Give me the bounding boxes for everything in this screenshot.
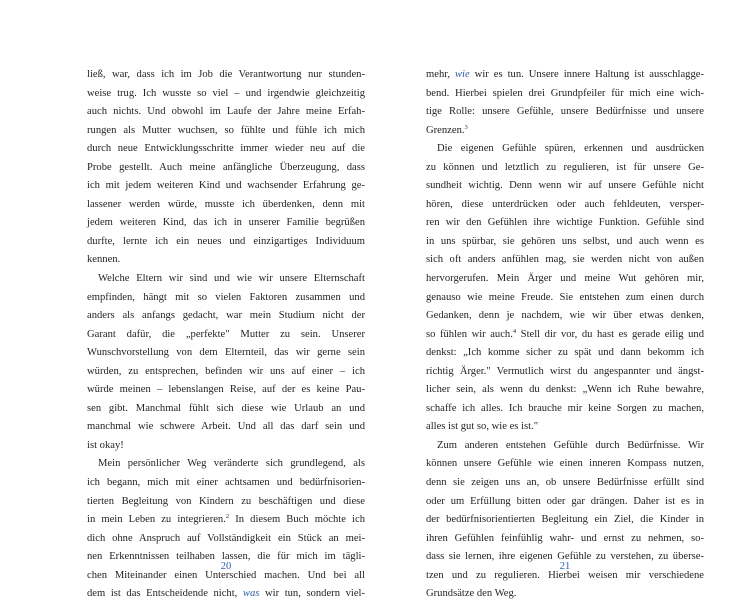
text-span: mehr, (426, 69, 455, 80)
text-line: Garant dafür, die „perfekte" Mutter zu sein. Unserer (87, 328, 365, 340)
text-span: in mein Leben zu integrieren. (87, 514, 226, 526)
emphasis-was: was (242, 588, 260, 600)
footnote-marker: 4 (512, 327, 517, 335)
footnote-marker: 2 (225, 513, 230, 521)
text-line: nen Erkenntnissen teilhaben lassen, die für mich im tägli- (87, 551, 365, 563)
text-line: dich ohne Anspruch auf Vollständigkeit ein Stück an mei- (87, 532, 365, 544)
text-line: dass sie lernen, ihre eigenen Gefühle zu verstehen, zu überse- (426, 551, 704, 563)
text-line: Mein persönlicher Weg veränderte sich grundlegend, als (98, 458, 365, 470)
footnote-marker: 3 (464, 123, 468, 131)
text-line: Probe gestellt. Auch meine anfängliche Überzeugung, dass (87, 161, 365, 173)
text-line: Welche Eltern wir sind und wie wir unsere Elternschaft (98, 273, 365, 285)
text-line: zu können und letztlich zu regulieren, ist für unsere Ge- (426, 161, 704, 173)
text-line: alles ist gut so, wie es ist." (426, 421, 539, 433)
text-line: ich mit jedem weiteren Kind und wachsender Erfahrung ge- (87, 180, 365, 192)
text-line: licher sein, als wenn du denkst: „Wenn ich Ruhe bewahre, (426, 384, 704, 396)
text-span: wir es tun. Unsere innere Haltung ist ausschlagge- (469, 69, 704, 80)
text-line: Grundsätze den Weg. (426, 588, 517, 600)
left-page (87, 66, 365, 604)
text-line: schaffe ich alles. Ich brauche mir keine Sorgen zu machen, (426, 402, 704, 414)
text-line: würde meinen – lebenslangen Reise, auf der es keine Pau- (87, 384, 365, 396)
right-page (426, 66, 704, 604)
text-line: sen gibt. Manchmal fühlt sich diese wie Urlaub an und (87, 402, 365, 414)
text-line: weise trug. Ich wusste so viel – und irgendwie gleichzeitig (87, 87, 365, 99)
text-line: Gedanken, denn je nachdem, wie wir über etwas denken, (426, 310, 704, 322)
text-line: Die eigenen Gefühle spüren, erkennen und ausdrücken (437, 143, 704, 155)
text-line (87, 511, 365, 530)
text-span: so fühlen wir auch. (426, 328, 513, 340)
text-line: auch nichts. Und obwohl im Laufe der Jahre meine Erfah- (87, 106, 365, 118)
text-line: lassener werden würde, musste ich überdenken, denn mit (87, 198, 365, 210)
text-line: sich oft anders anfühlen mag, sie werden nicht von außen (426, 254, 704, 266)
page-number-left: 20 (220, 561, 232, 572)
text-line: ich begann, mich mit einer achtsamen und bedürfnisorien- (87, 477, 365, 489)
text-line: Zum anderen entstehen Gefühle durch Bedürfnisse. Wir (437, 439, 704, 451)
text-line (426, 66, 704, 85)
text-line: hervorgerufen. Mein Ärger und meine Wut gehören mir, (426, 273, 704, 285)
text-span: Grenzen. (426, 124, 465, 136)
text-line: kennen. (87, 254, 121, 266)
text-line: denkst: „Ich komme sicher zu spät und dann bekomm ich (426, 347, 704, 359)
text-line: würden, zu entsprechen, befinden wir uns auf einer – ich (87, 365, 365, 377)
text-line: tierten Begleitung von Kindern zu beschäftigen und diese (87, 495, 365, 507)
text-line: durfte, lernte ich ein neues und einzigartiges Individuum (87, 235, 365, 247)
text-line: bend. Hierbei spielen drei Grundpfeiler für mich eine wich- (426, 87, 704, 99)
text-line (426, 122, 704, 141)
text-line: anders als anfangs gedacht, war mein Studium nicht der (87, 310, 365, 322)
text-span: wir tun, sondern viel- (259, 588, 366, 600)
emphasis-wie: wie (454, 69, 470, 80)
text-line: ließ, war, dass ich im Job die Verantwortung nur stunden- (87, 69, 365, 80)
text-line: der bedürfnisorientierten Begleitung ein Ziel, die Kinder in (426, 514, 704, 526)
text-span: dem ist das Entscheidende nicht, (87, 588, 243, 600)
text-line: genauso wie meine Freude. Sie entstehen zum einen durch (426, 291, 704, 303)
text-line (87, 585, 365, 604)
text-line: ihren Gefühlen feinfühlig wahr- und ernst zu nehmen, so- (426, 532, 704, 544)
text-line: oder um Erfüllung bitten oder gar drängen. Daher ist es in (426, 495, 704, 507)
text-line: ist okay! (87, 439, 124, 451)
text-span: In diesem Buch möchte ich (229, 514, 366, 526)
text-line: jedem weiteren Kind, das ich in unserer Familie begrüßen (87, 217, 365, 229)
text-line: ren wir den Gefühlen ihre wichtige Funktion. Gefühle sind (426, 217, 704, 229)
text-line: können unsere Gefühle wie einen inneren Kompass nutzen, (426, 458, 704, 470)
text-line: manchmal wie schwere Arbeit. Und all das darf sein und (87, 421, 365, 433)
text-span: Stell dir vor, du hast es gerade eilig und (516, 328, 704, 340)
text-line: Wunschvorstellung von dem Elternteil, das wir gerne sein (87, 347, 365, 359)
page-number-right: 21 (559, 561, 571, 572)
text-line: rungen als Mutter wuchsen, so fühlte und fühle ich mich (87, 124, 365, 136)
text-line: chen Miteinander einen Unterschied machen. Und bei all (87, 569, 365, 581)
text-line (426, 326, 704, 345)
text-line: in uns spürbar, sie gehören uns selbst, und auch wenn es (426, 235, 704, 247)
text-line: empfinden, hängt mit so vielen Faktoren zusammen und (87, 291, 365, 303)
text-line: durch neue Entwicklungsschritte immer wieder neu auf die (87, 143, 365, 155)
text-line: richtig Ärger." Vermutlich wirst du angespannter und ängst- (426, 365, 704, 377)
text-line: sundheit wichtig. Denn wenn wir auf unsere Gefühle nicht (426, 180, 704, 192)
text-line: tzen und zu regulieren. Hierbei weisen mir verschiedene (426, 569, 704, 581)
text-line: tige Rolle: unsere Gefühle, unsere Bedürfnisse und unsere (426, 106, 704, 118)
text-line: denn sie zeigen uns an, ob unsere Bedürfnisse erfüllt sind (426, 477, 704, 489)
text-line: hören, diese unterdrücken oder auch fehldeuten, versper- (426, 198, 704, 210)
